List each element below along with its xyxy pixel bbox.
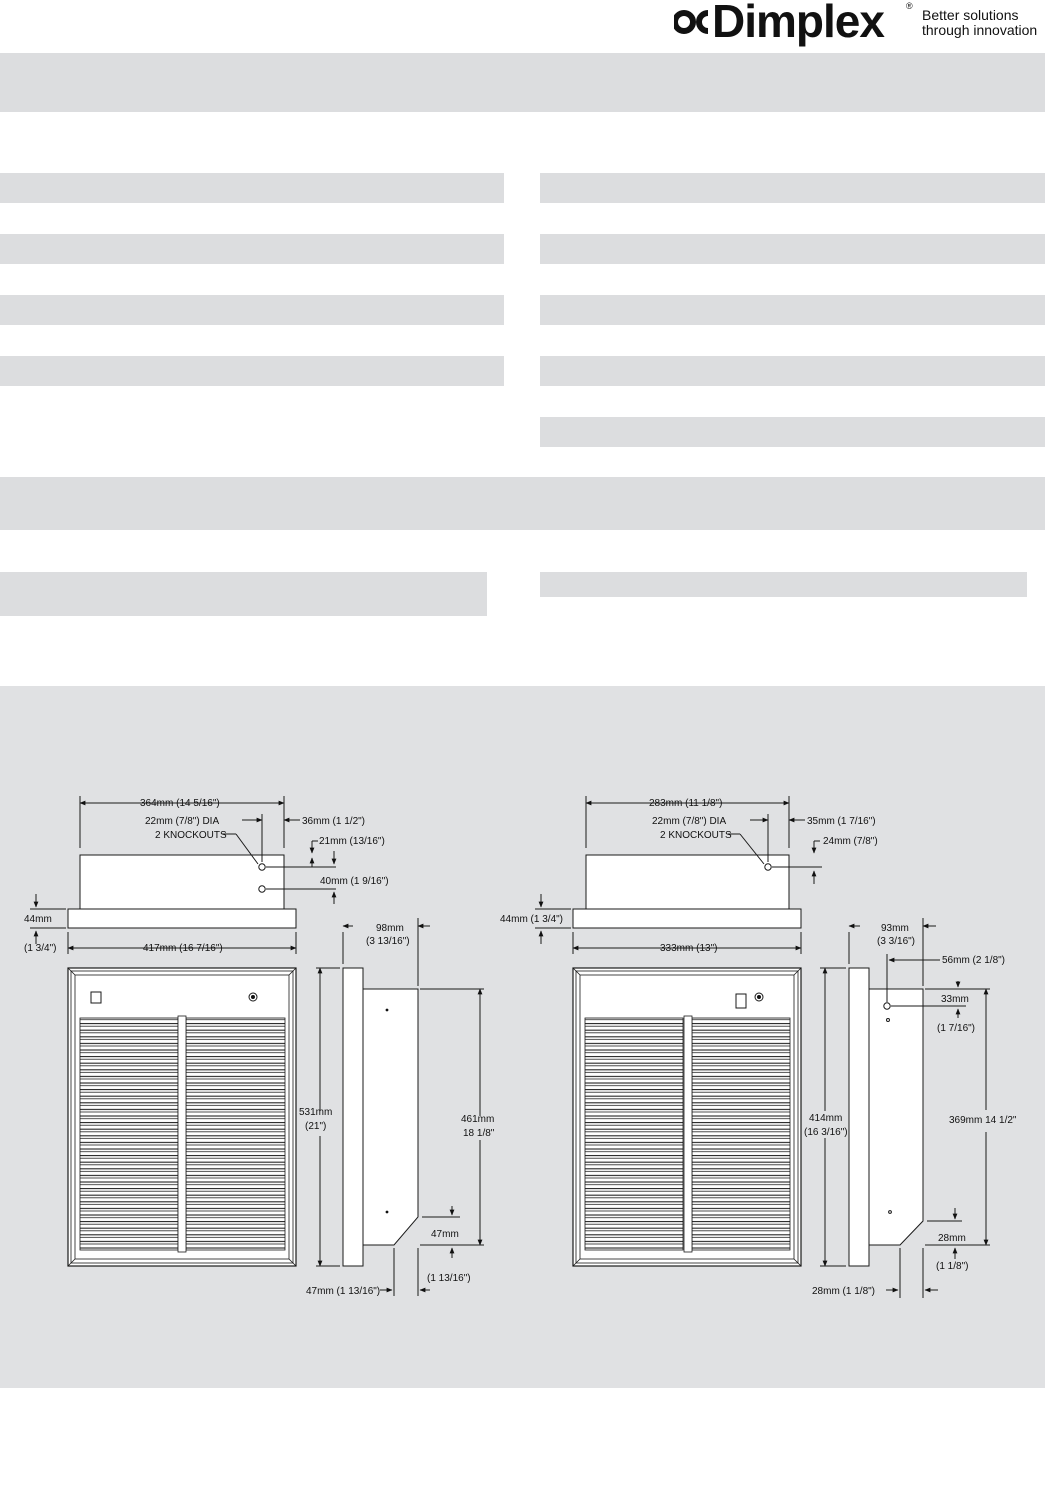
left-side-depth-in: (3 13/16") [366,936,410,947]
tagline-line1: Better solutions [922,7,1019,23]
left-depth-mm: 44mm [24,914,52,925]
right-top-width: 283mm (11 1/8") [649,798,723,809]
right-row-2 [540,234,1045,264]
left-row-1 [0,173,504,203]
right-grille-left [585,1018,683,1250]
section-band [0,477,1045,530]
right-switch [736,994,746,1008]
right-top-offset: 24mm (7/8") [823,836,878,847]
right-row-5 [540,417,1045,447]
left-height-in: (21") [305,1121,327,1132]
right-box-height: 369mm 14 1/2" [949,1115,1017,1126]
dimension-drawings [0,686,1045,1388]
left-knockout-1 [259,864,265,870]
left-top-box [80,855,284,909]
left-grille-left [80,1018,178,1250]
left-knockout-dia: 22mm (7/8") DIA [145,816,220,827]
right-right-offset: 35mm (1 7/16") [807,816,876,827]
left-subband [0,572,487,616]
header-band [0,53,1045,112]
right-side-box [869,989,923,1245]
registered-mark: ® [906,1,913,11]
right-top-box [586,855,789,909]
left-top-offset: 21mm (13/16") [319,836,385,847]
right-diagram [535,796,990,1298]
right-row-4 [540,356,1045,386]
right-row-1 [540,173,1045,203]
right-knockout-count: 2 KNOCKOUTS [660,830,732,841]
left-hole-spacing: 40mm (1 9/16") [320,876,389,887]
tagline-line2: through innovation [922,22,1038,38]
right-height-mm: 414mm [809,1113,843,1124]
right-frame-width: 333mm (13") [660,943,718,954]
left-right-offset: 36mm (1 1/2") [302,816,366,827]
left-side-plate [343,968,363,1266]
right-depth: 44mm (1 3/4") [500,914,564,925]
left-height-mm: 531mm [299,1107,333,1118]
diagram-panel [0,686,1045,1388]
left-bottom-depth: 47mm (1 13/16") [306,1286,381,1297]
right-side-depth-mm: 93mm [881,923,909,934]
right-side-plate [849,968,869,1266]
left-switch [91,992,101,1003]
right-bottom-mm: 28mm [938,1233,966,1244]
right-side-depth-in: (3 3/16") [877,936,916,947]
right-knockout-dia: 22mm (7/8") DIA [652,816,727,827]
right-side-offset: 56mm (2 1/8") [942,955,1006,966]
left-depth-in: (1 3/4") [24,943,57,954]
left-row-2 [0,234,504,264]
right-subband [540,572,1027,597]
brand-name: Dimplex [712,0,884,47]
left-side-box [363,989,418,1245]
left-row-3 [0,295,504,325]
dimplex-logo [672,0,1045,52]
left-bottom-in: (1 13/16") [427,1273,471,1284]
left-frame-width: 417mm (16 7/16") [143,943,223,954]
left-top-width: 364mm (14 5/16") [140,798,220,809]
right-hole-top-in: (1 7/16") [937,1023,976,1034]
left-grille-right [186,1018,285,1250]
left-diagram [30,796,484,1296]
right-hole-top-mm: 33mm [941,994,969,1005]
right-top-frame [573,909,801,928]
right-height-in: (16 3/16") [804,1127,848,1138]
left-top-frame [68,909,296,928]
dimplex-mark-icon [674,4,710,40]
left-box-height-mm: 461mm [461,1114,495,1125]
left-row-4 [0,356,504,386]
right-row-3 [540,295,1045,325]
right-bottom-depth: 28mm (1 1/8") [812,1286,876,1297]
right-knockout [765,864,771,870]
left-box-height-in: 18 1/8" [463,1128,495,1139]
right-grille-right [692,1018,790,1250]
left-side-depth-mm: 98mm [376,923,404,934]
right-bottom-in: (1 1/8") [936,1261,969,1272]
left-bottom-mm: 47mm [431,1229,459,1240]
left-knockout-2 [259,886,265,892]
left-knockout-count: 2 KNOCKOUTS [155,830,227,841]
